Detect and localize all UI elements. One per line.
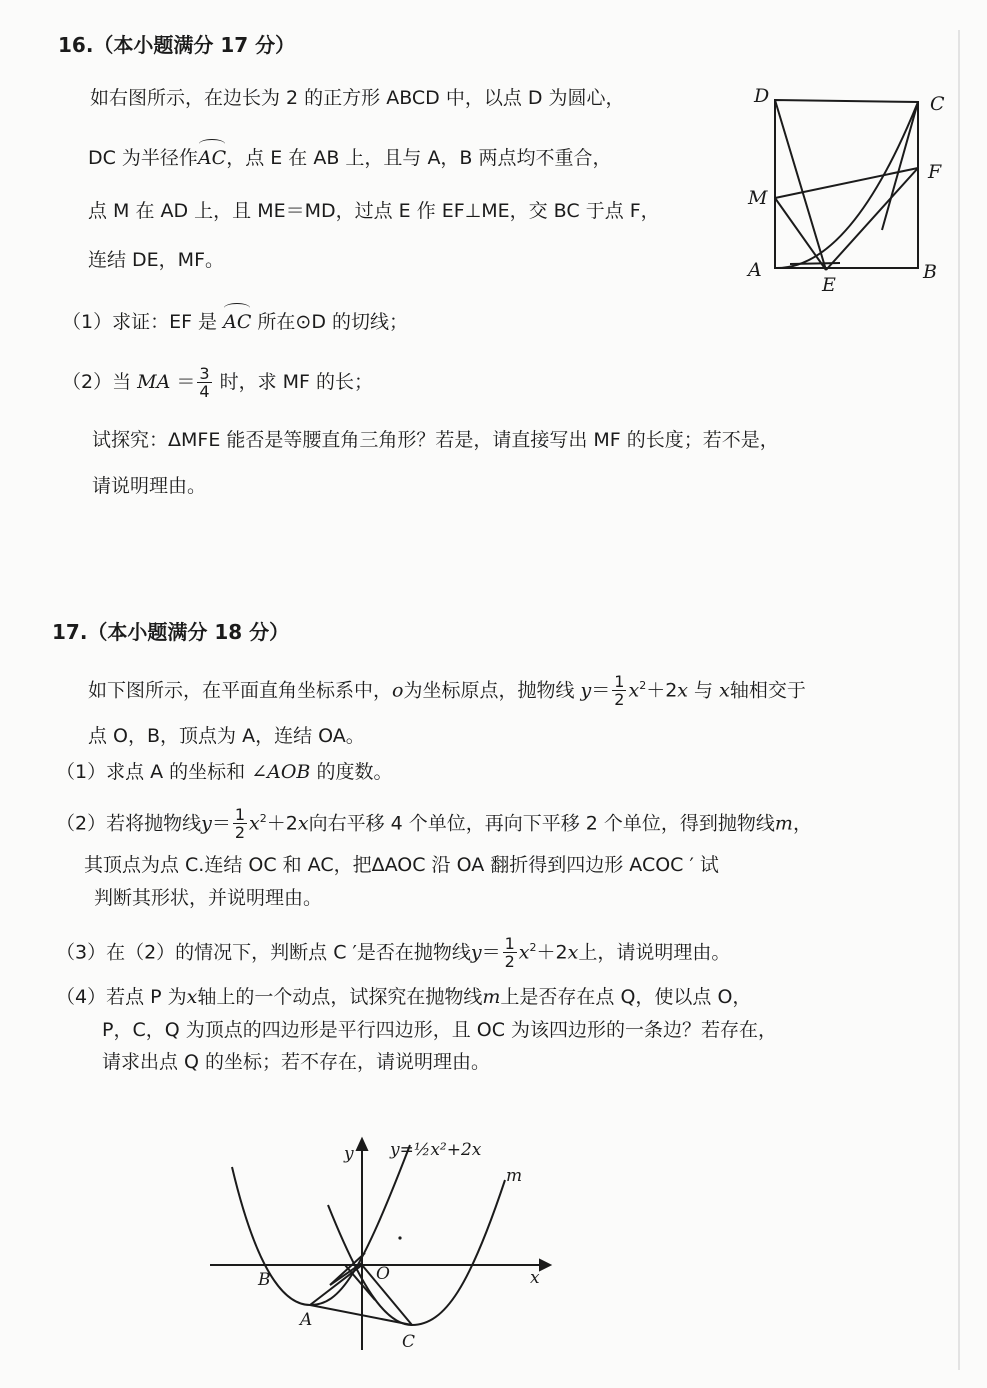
segment-folded-2: [345, 1265, 375, 1300]
q17-intro-tail1: 与: [694, 679, 714, 702]
origin-var: o: [392, 679, 404, 702]
m-var: m: [482, 986, 501, 1008]
x-var: x: [628, 679, 640, 702]
q17-part1: [56, 760, 392, 784]
stray-dot: [398, 1236, 401, 1239]
q17-intro-line1: [88, 660, 806, 716]
fraction-denominator: 4: [199, 382, 210, 401]
q16-intro-line1: 如右图所示，在边长为 2 的正方形 ABCD 中，以点 D 为圆心，: [90, 87, 625, 109]
x-var: x: [186, 986, 198, 1008]
q17-header: 17.（本小题满分 18 分）: [52, 620, 290, 644]
q17-part2-line3: 判断其形状，并说明理由。: [94, 887, 323, 909]
parabola-m: [328, 1180, 505, 1325]
x-var: x: [567, 941, 579, 964]
q16-part2-pre: （2）当: [62, 371, 132, 393]
label-e: E: [822, 274, 836, 295]
q16-part1-post: 所在⊙D 的切线；: [257, 311, 409, 333]
parabola-graph: [200, 1125, 560, 1365]
arc-ac-label: AC: [223, 311, 252, 333]
label-a: A: [748, 259, 762, 281]
segment-a-tangent: [790, 263, 840, 264]
q16-part2-var: MA: [137, 371, 171, 393]
square-geometry-figure: [740, 80, 955, 295]
q16-intro-line4: 连结 DE，MF。: [88, 249, 224, 271]
label-c: C: [402, 1332, 416, 1352]
label-f: F: [928, 161, 942, 183]
equals-sign: ＝: [481, 941, 501, 964]
fraction-numerator: 1: [504, 934, 515, 954]
q17-part3-post: 上，请说明理由。: [578, 941, 731, 964]
y-var: y: [470, 941, 482, 964]
q17-intro-tail2: 轴相交于: [729, 679, 806, 702]
q16-intro-line2-pre: DC 为半径作: [88, 147, 198, 169]
label-c: C: [930, 93, 945, 115]
q16-intro-line3: 点 M 在 AD 上，且 ME＝MD，过点 E 作 EF⊥ME，交 BC 于点 F，: [88, 200, 660, 222]
q17-part3: [56, 922, 730, 978]
q17-part1-pre: （1）求点 A 的坐标和: [56, 761, 246, 783]
x-axis-label: x: [530, 1268, 540, 1288]
q17-part2-pre: （2）若将抛物线: [56, 812, 202, 835]
label-o: O: [376, 1264, 390, 1284]
segment-c-tangent: [882, 102, 918, 230]
q16-part1-pre: （1）求证：EF 是: [62, 311, 218, 333]
x-var: x: [249, 812, 260, 835]
arc-ac-label: AC: [197, 147, 227, 169]
segment-ef: [826, 168, 918, 270]
q17-part3-pre: （3）在（2）的情况下，判断点 C ′是否在抛物线: [56, 941, 471, 964]
q16-intro-line2: [88, 146, 612, 170]
label-b: B: [923, 261, 937, 283]
label-a: A: [300, 1310, 313, 1330]
q16-explore-line2: 请说明理由。: [92, 475, 207, 497]
q16-header: 16.（本小题满分 17 分）: [58, 33, 296, 57]
label-d: D: [754, 85, 770, 107]
x-var: x: [677, 679, 688, 702]
curve-equation-label: y=½x²+2x: [390, 1140, 482, 1160]
fraction-one-half: [503, 935, 517, 970]
y-axis-label: y: [344, 1144, 354, 1164]
segment-de: [775, 100, 826, 270]
fraction-three-quarters: [197, 365, 211, 400]
q17-part2-line1: [56, 793, 812, 849]
q17-intro-line2: 点 O，B，顶点为 A，连结 OA。: [88, 725, 365, 747]
exponent-2: 2: [639, 679, 647, 692]
page-edge-divider: [958, 30, 960, 1370]
equals-sign: ＝: [211, 812, 231, 835]
x-var: x: [719, 679, 730, 702]
x-var: x: [518, 941, 530, 964]
x-var: x: [297, 812, 309, 835]
fraction-denominator: 2: [504, 952, 515, 972]
q16-part2-eq: ＝: [176, 371, 196, 393]
exponent-2: 2: [259, 812, 267, 825]
q16-intro-line2-post: ，点 E 在 AB 上，且与 A，B 两点均不重合，: [226, 147, 612, 169]
q17-part2-post: 向右平移 4 个单位，再向下平移 2 个单位，得到抛物线: [308, 812, 775, 835]
segment-oa: [310, 1265, 362, 1305]
plus-2: ＋2: [266, 812, 298, 835]
label-b: B: [258, 1270, 271, 1290]
y-axis-arrow: [357, 1139, 367, 1150]
fraction-one-half: [612, 673, 626, 708]
plus-2: ＋2: [646, 679, 678, 702]
q17-part4-line1: [56, 985, 751, 1009]
plus-2: ＋2: [536, 941, 568, 964]
exponent-2: 2: [529, 941, 537, 954]
q17-part4-mid: 轴上的一个动点，试探究在抛物线: [197, 986, 483, 1008]
y-var: y: [580, 679, 592, 702]
q17-part2-comma: ，: [792, 812, 812, 835]
fraction-denominator: 2: [234, 823, 246, 843]
arc-ac: [775, 102, 918, 268]
fraction-one-half: [233, 806, 247, 841]
q16-part2-post: 时，求 MF 的长；: [219, 371, 374, 393]
q17-part4-pre: （4）若点 P 为: [56, 986, 187, 1008]
label-m-curve: m: [506, 1166, 523, 1186]
q16-explore-line1: 试探究：ΔMFE 能否是等腰直角三角形？若是，请直接写出 MF 的长度；若不是，: [92, 429, 779, 451]
q17-part1-post: 的度数。: [316, 761, 393, 783]
q17-part4-line3: 请求出点 Q 的坐标；若不存在，请说明理由。: [102, 1051, 491, 1073]
label-m: M: [748, 187, 768, 209]
q17-part4-tail: 上是否存在点 Q，使以点 O，: [500, 986, 752, 1008]
q17-part4-line2: P，C，Q 为顶点的四边形是平行四边形，且 OC 为该四边形的一条边？若存在，: [102, 1019, 778, 1041]
fraction-numerator: 1: [614, 672, 625, 692]
m-var: m: [774, 812, 793, 835]
q17-intro-pre: 如下图所示，在平面直角坐标系中，: [88, 679, 393, 702]
fraction-numerator: 3: [199, 364, 210, 383]
equals-sign: ＝: [591, 679, 611, 702]
y-var: y: [201, 812, 212, 835]
q17-intro-mid: 为坐标原点，抛物线: [403, 679, 575, 702]
x-axis-arrow: [540, 1260, 550, 1270]
fraction-numerator: 1: [234, 805, 246, 825]
q16-part2: [62, 356, 373, 408]
q17-part2-line2: 其顶点为点 C.连结 OC 和 AC，把ΔAOC 沿 OA 翻折得到四边形 ACOC ′ 试: [84, 854, 719, 876]
segment-me: [775, 198, 826, 270]
fraction-denominator: 2: [614, 690, 625, 710]
q16-part1: [62, 310, 408, 334]
angle-aob: ∠AOB: [251, 761, 311, 783]
